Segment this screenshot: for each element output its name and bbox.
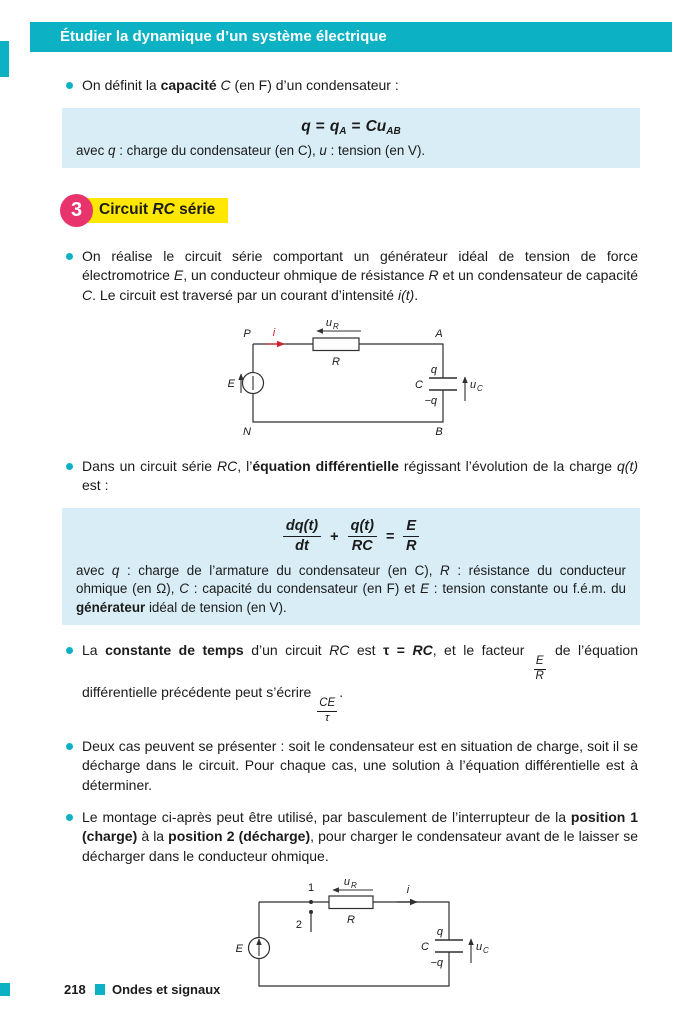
text-segment: et un condensateur de capacité — [438, 267, 639, 284]
charge-label: q — [436, 926, 443, 939]
text-segment: On définit la — [82, 77, 161, 93]
text-segment: équation différentielle — [252, 457, 399, 474]
text-segment: C — [82, 287, 93, 303]
text-segment: : tension (en V). — [326, 142, 426, 158]
text-segment: C — [216, 77, 231, 93]
text-segment: u — [319, 142, 327, 158]
paragraph-text — [82, 76, 638, 96]
formula-variable: Cu — [365, 117, 387, 135]
switch-position-2-label: 2 — [295, 919, 302, 932]
text-segment: , pour charger le condensateur avant de le laisser se décharger dans le conducteur ohmique. — [82, 828, 638, 864]
capacitor-label: C — [415, 378, 423, 391]
voltage-uc-subscript: C — [477, 383, 483, 393]
text-segment: . Le circuit est traversé par un courant d’intensité — [92, 287, 398, 303]
text-segment: On réalise le circuit série comportant un générateur idéal de tension de force électromotrice — [82, 247, 638, 284]
formula-operator: = — [351, 117, 361, 135]
circuit-figure-1 — [64, 316, 638, 443]
text-segment: avec — [76, 142, 109, 158]
text-segment: q(t) — [617, 457, 639, 474]
text-segment: , un conducteur ohmique de résistance — [183, 267, 429, 284]
voltage-ur-label: u — [325, 316, 332, 329]
paragraph-definition-capacite — [64, 76, 638, 96]
text-segment: Circuit — [99, 200, 153, 218]
definition-box-equation-differentielle — [62, 508, 640, 625]
voltage-uc-label: u — [476, 941, 483, 954]
text-segment: : charge du condensateur (en C), — [115, 142, 320, 158]
fraction-denominator: RC — [351, 538, 373, 554]
node-n-label: N — [243, 425, 251, 438]
text-segment: R — [440, 563, 450, 579]
fraction-numerator: dq(t) — [283, 519, 321, 537]
charge-label: q — [430, 363, 437, 376]
capacitor-label: C — [421, 941, 429, 954]
node-p-label: P — [243, 327, 251, 340]
fraction-numerator: E — [534, 656, 546, 670]
text-segment: : capacité du condensateur (en F) et — [188, 581, 421, 597]
fraction — [283, 519, 321, 554]
text-segment: τ = — [383, 641, 413, 658]
generator-label: E — [227, 377, 235, 390]
text-segment: de l’équation différentielle précédente peut s’écrire — [82, 641, 638, 700]
resistor-label: R — [347, 914, 355, 927]
fraction-denominator: dt — [295, 538, 309, 554]
fraction — [348, 519, 377, 554]
fraction-denominator: R — [535, 670, 544, 683]
text-segment: position 1 (charge) — [82, 808, 638, 845]
page-content — [0, 76, 700, 1005]
text-segment: idéal de tension (en V). — [145, 599, 287, 615]
text-segment: E — [173, 267, 184, 284]
page-footer — [0, 982, 700, 998]
voltage-ur-label: u — [343, 876, 350, 889]
section-number-badge — [60, 194, 93, 227]
text-segment: régissant l’évolution de la charge — [398, 457, 618, 474]
text-segment: RC — [217, 457, 238, 474]
header-edge-strip — [0, 41, 9, 77]
minus-charge-label: −q — [424, 394, 437, 407]
formula-operator: = — [385, 528, 395, 545]
footer-edge-mark — [0, 983, 10, 996]
minus-charge-label: −q — [430, 957, 443, 970]
formula-operator: = — [315, 117, 325, 135]
current-label: i — [406, 884, 410, 897]
definition-box-capacite — [62, 108, 640, 168]
bullet-icon — [66, 253, 73, 260]
text-segment: RC — [412, 641, 433, 658]
formula-subscript: AB — [386, 125, 401, 137]
text-segment: générateur — [76, 599, 146, 615]
text-segment: q — [111, 563, 120, 579]
paragraph-text — [82, 641, 638, 725]
paragraph-text — [82, 737, 638, 796]
section-3-heading — [60, 194, 638, 227]
text-segment: . — [414, 287, 419, 303]
resistor-symbol — [313, 338, 359, 351]
chapter-header-band — [30, 22, 672, 52]
fraction-numerator: E — [403, 519, 419, 537]
node-b-label: B — [435, 425, 443, 438]
fraction — [403, 519, 419, 554]
bullet-icon — [66, 647, 73, 654]
text-segment: à la — [137, 828, 169, 845]
node-a-label: A — [435, 327, 443, 340]
section-title — [88, 198, 228, 223]
bullet-icon — [66, 463, 73, 470]
paragraph-text — [82, 247, 638, 306]
voltage-ur-subscript: R — [333, 321, 339, 331]
text-segment: RC — [329, 641, 350, 658]
formula-subscript: A — [339, 125, 347, 137]
text-segment: d’un circuit — [243, 641, 330, 658]
text-segment: Dans un circuit série — [82, 457, 218, 474]
resistor-symbol — [329, 896, 373, 909]
section-number: 3 — [70, 198, 83, 221]
text-segment: avec — [76, 563, 112, 579]
paragraph-equation-differentielle — [64, 457, 638, 496]
bullet-icon — [66, 743, 73, 750]
paragraph-montage-interrupteur — [64, 808, 638, 867]
formula-operator: + — [330, 528, 339, 545]
text-segment: Deux cas peuvent se présenter : soit le condensateur est en situation de charge, soit il se décharge dans le circuit. Pour chaque cas, une solution à l’équation différentielle est à déterminer. — [82, 737, 638, 794]
text-segment: C — [179, 581, 189, 597]
circuit-diagram-rc-serie — [211, 316, 491, 438]
text-segment: . — [339, 683, 344, 700]
formula-equation-differentielle — [76, 516, 626, 562]
formula-capacite — [76, 116, 626, 142]
text-segment: , l’ — [237, 457, 253, 474]
text-segment: capacité — [160, 77, 217, 93]
footer-section-title: Ondes et signaux — [112, 982, 221, 997]
switch-contact-1 — [309, 900, 313, 904]
bullet-icon — [66, 814, 73, 821]
switch-position-1-label: 1 — [307, 882, 315, 895]
text-segment: Le montage ci-après peut être utilisé, par basculement de l’interrupteur de la — [82, 808, 571, 825]
text-segment: , et le facteur — [432, 641, 532, 658]
text-segment: q — [108, 142, 116, 158]
page-number: 218 — [64, 982, 86, 997]
text-segment: R — [428, 267, 439, 284]
text-segment: : charge de l’armature du condensateur (en C), — [119, 563, 441, 579]
formula-caption — [76, 562, 626, 617]
text-segment: constante de temps — [105, 641, 244, 658]
formula-caption — [76, 142, 626, 160]
voltage-ur-subscript: R — [351, 881, 357, 891]
formula-variable: q — [301, 117, 311, 135]
paragraph-text — [82, 457, 638, 496]
text-segment: RC — [152, 200, 175, 218]
fraction-numerator: q(t) — [348, 519, 377, 537]
formula-variable: q — [329, 117, 340, 135]
text-segment: : résistance du conducteur ohmique (en Ω), — [76, 563, 626, 597]
chapter-header-title: Étudier la dynamique d’un système électrique — [60, 28, 387, 45]
text-segment: E — [420, 581, 430, 597]
current-label: i — [272, 326, 276, 339]
generator-label: E — [235, 943, 243, 956]
text-segment: i(t) — [397, 287, 415, 303]
text-segment: : tension constante ou f.é.m. du — [429, 581, 626, 597]
paragraph-circuit-realisation — [64, 247, 638, 306]
text-segment: est : — [82, 477, 109, 494]
fraction-denominator: R — [406, 538, 417, 554]
text-segment: série — [174, 200, 216, 218]
voltage-uc-subscript: C — [483, 946, 489, 956]
text-segment: position 2 (décharge) — [168, 828, 311, 845]
footer-square-icon — [95, 984, 105, 995]
paragraph-text — [82, 808, 638, 867]
voltage-uc-label: u — [470, 378, 477, 391]
paragraph-constante-de-temps — [64, 641, 638, 725]
inline-fraction — [534, 656, 546, 683]
fraction-numerator: CE — [317, 698, 337, 712]
text-segment: (en F) d’un condensateur : — [230, 77, 399, 93]
bullet-icon — [66, 82, 73, 89]
text-segment: La — [82, 641, 106, 658]
fraction-denominator: τ — [325, 712, 330, 725]
paragraph-deux-cas — [64, 737, 638, 796]
text-segment: est — [349, 641, 384, 658]
resistor-label: R — [332, 355, 340, 368]
inline-fraction — [317, 698, 337, 725]
